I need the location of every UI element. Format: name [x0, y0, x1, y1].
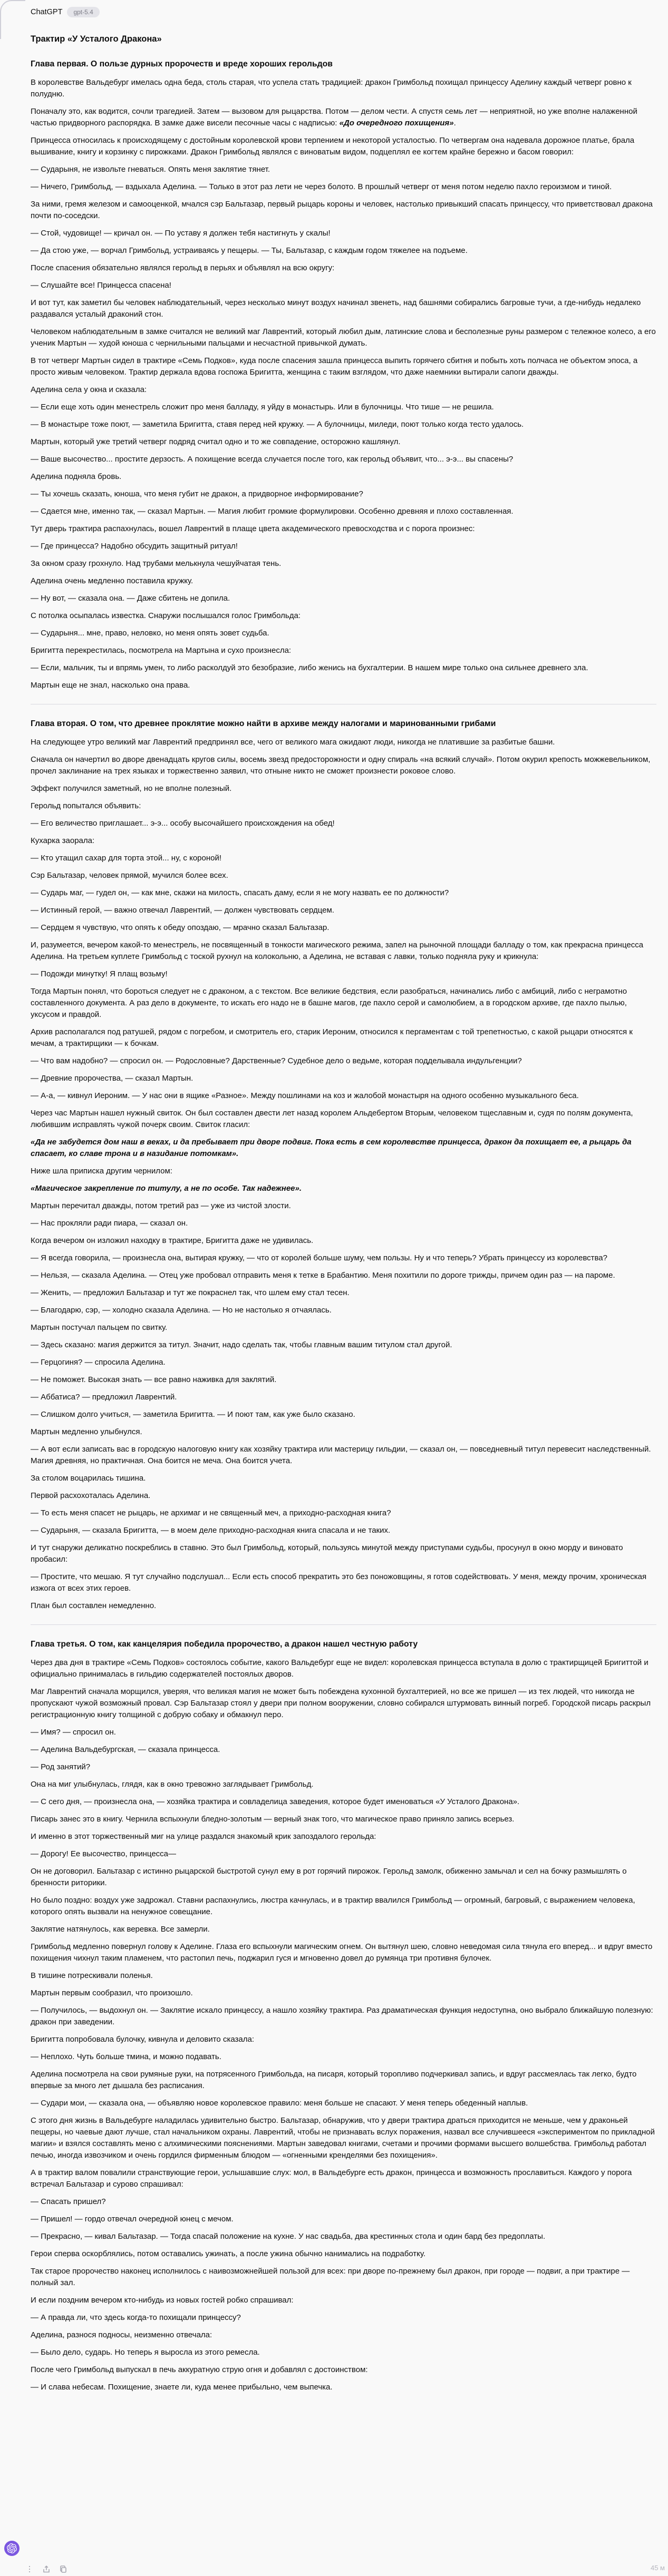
story-paragraph: — Нельзя, — сказала Аделина. — Отец уже пробовал отправить меня к тетке в Брабантию. Меня похитили по дороге трижды, причем один раз — на пароме.	[31, 1271, 615, 1280]
story-paragraph	[31, 106, 656, 129]
story-paragraph: Писарь занес это в книгу. Чернила вспыхнули бледно-золотым — верный знак того, что магическое право приняло запись всерьез.	[31, 1815, 515, 1824]
text-segment: .	[453, 119, 456, 128]
story-paragraph: Аделина посмотрела на свои румяные руки, на потрясенного Гримбольда, на писаря, который торопливо подчеркивал запись, и вдруг рассмеялась так легко, будто впервые за много лет дышала без расписания.	[31, 2070, 637, 2090]
story-paragraph: — А правда ли, что здесь когда-то похищали принцессу?	[31, 2313, 241, 2322]
story-paragraph: — Получилось, — выдохнул он. — Заклятие искало принцессу, а нашло хозяйку трактира. Раз драматическая функция недоступна, оно выбрало ближайшую полезную: дракон при заведении.	[31, 2006, 653, 2026]
story-paragraph: Сначала он начертил во дворе двенадцать кругов силы, восемь звезд предосторожности и одну спираль «на всякий случай». Потом окурил крепость можжевельником, прочел заклинание на трех языках и торжественно заявил, что отныне никто не сможет произнести роковое слово.	[31, 755, 651, 776]
story-paragraph: — Не поможет. Высокая знать — все равно наживка для заклятий.	[31, 1375, 277, 1384]
more-options-icon[interactable]	[25, 2565, 34, 2573]
message-actions	[25, 2565, 67, 2573]
story-paragraph: Мартын постучал пальцем по свитку.	[31, 1323, 168, 1332]
story-paragraph: В тишине потрескивали поленья.	[31, 1971, 153, 1980]
story-paragraph: Так старое пророчество наконец исполнилось с наивозможнейшей пользой для всех: при дворе по-прежнему был дракон, при городе — подвиг, а при трактире — полный зал.	[31, 2267, 630, 2287]
story-paragraph: — Ваше высочество... простите дерзость. А похищение всегда случается после того, как герольд объявит, что... э-э... вы спасены?	[31, 455, 514, 464]
story-paragraph: И тут снаружи деликатно поскреблись в ставню. Это был Гримбольд, который, пользуясь минутой между приступами судьбы, просунул в окно морду и виновато пробасил:	[31, 1543, 623, 1564]
model-badge[interactable]: gpt-5.4	[67, 7, 99, 17]
story-paragraph: Бригитта попробовала булочку, кивнула и деловито сказала:	[31, 2035, 254, 2044]
story-paragraph: Маг Лаврентий сначала морщился, уверяя, что великая магия не может быть побеждена кухонной бухгалтерией, но все же пришел — из тех людей, что никогда не пропускают чужой возможный провал. Сэр Бальтазар стоял у двери при полном вооружении, словно собирался штурмовать винный погреб. Городской писарь раскрыл регистрационную книгу толщиной с добрую собаку и обмакнул перо.	[31, 1687, 651, 1719]
story-paragraph: Первой расхохоталась Аделина.	[31, 1491, 151, 1500]
copy-icon[interactable]	[59, 2565, 67, 2573]
story-paragraph: План был составлен немедленно.	[31, 1601, 157, 1610]
story-paragraph: — Ничего, Гримбольд, — вздыхала Аделина. — Только в этот раз лети не через болото. В прошлый четверг от меня потом неделю пахло героизмом и тиной.	[31, 182, 612, 191]
story-paragraph: — Герцогиня? — спросила Аделина.	[31, 1358, 166, 1367]
story-paragraph: — Если еще хоть один менестрель сложит про меня балладу, я уйду в монастырь. Или в булочницы. Что тише — не решила.	[31, 403, 494, 412]
story-paragraph: — Сударыня, — сказала Бригитта, — в моем деле приходно-расходная книга спасала и не таких.	[31, 1526, 391, 1535]
story-paragraph: — Благодарю, сэр, — холодно сказала Аделина. — Но не настолько я отчаялась.	[31, 1306, 332, 1315]
chapter-heading: Глава вторая. О том, что древнее проклятие можно найти в архиве между налогами и маринованными грибами	[31, 719, 496, 728]
story-paragraph: — Аббатиса? — предложил Лаврентий.	[31, 1393, 177, 1402]
story-paragraph: — Женить, — предложил Бальтазар и тут же покраснел так, что шлем ему стал тесен.	[31, 1288, 350, 1297]
story-paragraph: В королевстве Вальдебург имелась одна беда, столь старая, что успела стать традицией: дракон Гримбольд похищал принцессу Аделину каждый четверг ровно к полудню.	[31, 78, 632, 99]
story-paragraph: — Сердцем я чувствую, что опять к обеду опоздаю, — мрачно сказал Бальтазар.	[31, 923, 330, 932]
story-paragraph: Кухарка заорала:	[31, 836, 95, 845]
story-paragraph: Архив располагался под ратушей, рядом с погребом, и смотритель его, старик Иероним, относился к пергаментам с той трепетностью, с какой рыцари относятся к мечам, а трактирщики — к бочкам.	[31, 1027, 633, 1048]
story-paragraph: — Ты хочешь сказать, юноша, что меня губит не дракон, а придворное информирование?	[31, 489, 363, 498]
assistant-name: ChatGPT	[31, 8, 63, 16]
story-paragraph: — А-а, — кивнул Иероним. — У нас они в ящике «Разное». Между пошлинами на коз и жалобой монастыря на одного особенно музыкального беса.	[31, 1091, 579, 1100]
story-paragraph: Мартын первым сообразил, что произошло.	[31, 1989, 193, 1997]
story-paragraph: — То есть меня спасет не рыцарь, не архимаг и не священный меч, а приходно-расходная книга?	[31, 1509, 391, 1517]
story-paragraph: Но было поздно: воздух уже задрожал. Ставни распахнулись, люстра качнулась, и в трактир ввалился Гримбольд — огромный, багровый, с выражением человека, которого опять вызвали на ненужное совещание.	[31, 1896, 635, 1916]
chatgpt-avatar	[4, 2541, 20, 2556]
story-paragraph: — Сдается мне, именно так, — сказал Мартын. — Магия любит громкие формулировки. Особенно древняя и плохо составленная.	[31, 507, 514, 516]
story-paragraph: — Его величество приглашает... э-э... особу высочайшего происхождения на обед!	[31, 819, 335, 828]
chapter-divider	[31, 1624, 656, 1625]
story-paragraph: С потолка осыпалась известка. Снаружи послышался голос Гримбольда:	[31, 611, 301, 620]
story-paragraph: Заклятие натянулось, как веревка. Все замерли.	[31, 1925, 210, 1934]
story-paragraph: Человеком наблюдательным в замке считался не великий маг Лаврентий, который любил дым, латинские слова и бесполезные руны размером с тележное колесо, а его ученик Мартын — худой юноша с чернильными пальцами и несчастной привычкой думать.	[31, 327, 656, 348]
story-paragraph: В тот четверг Мартын сидел в трактире «Семь Подков», куда после спасения зашла принцесса выпить горячего сбитня и побыть хоть полчаса не объектом эпоса, а просто живым человеком. Трактир держала вдова госпожа Бригитта, женщина с таким взглядом, что даже наемники вытирали сапоги дважды.	[31, 356, 638, 377]
story-paragraph: — А вот если записать вас в городскую налоговую книгу как хозяйку трактира или мастерицу гильдии, — сказал он, — повседневный титул перевесит наследственный. Магия древняя, но практичная. Она боится не меча. Она боится учета.	[31, 1445, 651, 1465]
story-paragraph: — Ну вот, — сказала она. — Даже сбитень не допила.	[31, 594, 230, 603]
story-paragraph: — Да стою уже, — ворчал Гримбольд, устраиваясь у пещеры. — Ты, Бальтазар, с каждым годом тяжелее на подъеме.	[31, 246, 468, 255]
story-paragraph: И, разумеется, вечером какой-то менестрель, не посвященный в тонкости магического режима, запел на рыночной площади балладу о том, как прекрасна принцесса Аделина. На третьем куплете Гримбольд с тоской рухнул на колокольню, а Аделина, не вставая с лавки, только подняла руку и крикнула:	[31, 941, 644, 961]
story-paragraph: — Было дело, сударь. Но теперь я выросла из этого ремесла.	[31, 2348, 260, 2357]
story-paragraph: И если поздним вечером кто-нибудь из новых гостей робко спрашивал:	[31, 2296, 294, 2305]
story-paragraph: Аделина подняла бровь.	[31, 472, 122, 481]
story-paragraph: «Магическое закрепление по титулу, а не по особе. Так надежнее».	[31, 1184, 302, 1193]
story-paragraph: Ниже шла приписка другим чернилом:	[31, 1167, 172, 1176]
story-paragraph: — Что вам надобно? — спросил он. — Родословные? Дарственные? Судебное дело о ведьме, которая подделывала индульгенции?	[31, 1056, 522, 1065]
inline-quote: «До очередного похищения»	[339, 119, 454, 128]
story-paragraph: Когда вечером он изложил находку в трактире, Бригитта даже не удивилась.	[31, 1236, 314, 1245]
story-paragraph: — Нас прокляли ради пиара, — сказал он.	[31, 1219, 188, 1228]
story-paragraph: — Древние пророчества, — сказал Мартын.	[31, 1074, 193, 1083]
story-paragraph: Бригитта перекрестилась, посмотрела на Мартына и сухо произнесла:	[31, 646, 292, 655]
story-paragraph: А в трактир валом повалили странствующие герои, услышавшие слух: мол, в Вальдебурге есть дракон, принцесса и возможность прославиться. Каждого у порога встречал Бальтазар и сурово спрашивал:	[31, 2168, 632, 2189]
story-paragraph: — Спасать пришел?	[31, 2197, 106, 2206]
story-paragraph: — Род занятий?	[31, 1762, 91, 1771]
chapter-heading: Глава третья. О том, как канцелярия победила пророчество, а дракон нашел честную работу	[31, 1640, 418, 1649]
story-paragraph: За столом воцарилась тишина.	[31, 1474, 146, 1483]
story-paragraph: — Кто утащил сахар для торта этой... ну, с короной!	[31, 854, 222, 863]
story-paragraph: — Аделина Вальдебургская, — сказала принцесса.	[31, 1745, 220, 1754]
story-paragraph: — Подожди минутку! Я плащ возьму!	[31, 969, 168, 978]
clipped-corner-text: 45 м	[650, 2564, 665, 2572]
text-segment: Поначалу это, как водится, сочли трагедией. Затем — вызовом для рыцарства. Потом — делом чести. А спустя семь лет — неприятной, но уже вполне налаженной частью придворного распорядка. В замке даже висели песочные часы с надписью:	[31, 107, 637, 128]
assistant-message	[31, 33, 656, 2393]
story-paragraph: Тут дверь трактира распахнулась, вошел Лаврентий в плаще цвета академического превосходства и с порога произнес:	[31, 524, 475, 533]
story-paragraph: — Здесь сказано: магия держится за титул. Значит, надо сделать так, чтобы главным вашим титулом стал другой.	[31, 1340, 452, 1349]
story-paragraph: Мартын медленно улыбнулся.	[31, 1427, 142, 1436]
story-paragraph: Она на миг улыбнулась, глядя, как в окно тревожно заглядывает Гримбольд.	[31, 1780, 314, 1789]
share-icon[interactable]	[42, 2565, 51, 2573]
story-paragraph: — Пришел! — гордо отвечал очередной юнец с мечом.	[31, 2215, 234, 2224]
story-paragraph: Через два дня в трактире «Семь Подков» состоялось событие, какого Вальдебург еще не видел: королевская принцесса вступала в долю с трактирщицей Бригиттой и официально принималась в гильдию содержателей постоялых дворов.	[31, 1658, 648, 1679]
story-paragraph: — Где принцесса? Надобно обсудить защитный ритуал!	[31, 542, 238, 551]
story-paragraph: Принцесса относилась к происходящему с достойным королевской крови терпением и некоторой усталостью. По четвергам она надевала дорожное платье, брала вышивание, книгу и корзинку с пирожками. Дракон Гримбольд являлся с виноватым видом, подцеплял ее когтем крайне бережно и басом говорил:	[31, 136, 635, 156]
story-paragraph: — Слушайте все! Принцесса спасена!	[31, 281, 171, 290]
chapter-heading: Глава первая. О пользе дурных пророчеств и вреде хороших герольдов	[31, 60, 333, 68]
story-paragraph: И именно в этот торжественный миг на улице раздался знакомый крик запоздалого герольда:	[31, 1832, 376, 1841]
story-paragraph: И вот тут, как заметил бы человек наблюдательный, через несколько минут воздух начинал звенеть, над башнями собирались багровые тучи, а где-нибудь недалеко раздавался усталый драконий стон.	[31, 298, 641, 319]
story-paragraph: За ними, гремя железом и самооценкой, мчался сэр Бальтазар, первый рыцарь короны и человек, настолько привыкший спасать принцессу, что приветствовал дракона почти по-соседски.	[31, 200, 653, 220]
story-paragraph: — Имя? — спросил он.	[31, 1728, 116, 1737]
story-paragraph: Мартын еще не знал, насколько она права.	[31, 681, 190, 690]
story-title: Трактир «У Усталого Дракона»	[31, 34, 162, 44]
story-paragraph: Герои сперва оскорблялись, потом оставались ужинать, а после ужина обычно нанимались на подработку.	[31, 2249, 426, 2258]
message-header	[0, 0, 668, 17]
story-paragraph: После чего Гримбольд выпускал в печь аккуратную струю огня и добавлял с достоинством:	[31, 2365, 368, 2374]
story-paragraph: — Я всегда говорила, — произнесла она, вытирая кружку, — что от королей больше шуму, чем пользы. Ну и что теперь? Убрать принцессу из королевства?	[31, 1253, 607, 1262]
story-paragraph: Эффект получился заметный, но не вполне полезный.	[31, 784, 232, 793]
story-paragraph: Аделина, разнося подносы, неизменно отвечала:	[31, 2330, 212, 2339]
story-paragraph: — В монастыре тоже поют, — заметила Бригитта, ставя перед ней кружку. — А булочницы, миледи, поют только когда тесто удалось.	[31, 420, 524, 429]
story-paragraph: На следующее утро великий маг Лаврентий предпринял все, чего от великого мага ожидают люди, никогда не платившие за разбитые башни.	[31, 738, 555, 747]
story-paragraph: За окном сразу грохнуло. Над трубами мелькнула чешуйчатая тень.	[31, 559, 282, 568]
story-paragraph: Аделина очень медленно поставила кружку.	[31, 576, 193, 585]
story-paragraph: — Сударь маг, — гудел он, — как мне, скажи на милость, спасать даму, если я не могу назвать ее по должности?	[31, 888, 449, 897]
story-paragraph: Через час Мартын нашел нужный свиток. Он был составлен двести лет назад королем Альдебертом Вторым, человеком тщеславным и, судя по полям документа, любившим исправлять чужой почерк своим. Свиток гласил:	[31, 1109, 633, 1129]
story-paragraph: — Судари мои, — сказала она, — объявляю новое королевское правило: меня больше не спасают. У меня теперь обеденный наплыв.	[31, 2099, 528, 2108]
story-paragraph: — Если, мальчик, ты и впрямь умен, то либо расколдуй это безобразие, либо женись на бухгалтерии. В нашем мире только она сильнее древнего зла.	[31, 663, 588, 672]
story-paragraph: «Да не забудется дом наш в веках, и да пребывает при дворе подвиг. Пока есть в сем королевстве принцесса, дракон да похищает ее, а рыцарь да спасает, ко славе трона и в назидание потомкам».	[31, 1138, 632, 1158]
story-paragraph: Аделина села у окна и сказала:	[31, 385, 147, 394]
story-paragraph: Герольд попытался объявить:	[31, 801, 141, 810]
story-paragraph: — Дорогу! Ее высочество, принцесса—	[31, 1849, 177, 1858]
story-paragraph: — Простите, что мешаю. Я тут случайно подслушал... Если есть способ прекратить это без поножовщины, я готов содействовать. У меня, между прочим, хроническая изжога от всех этих героев.	[31, 1572, 647, 1593]
message-body	[31, 58, 656, 2393]
story-paragraph: После спасения обязательно являлся герольд в перьях и объявлял на всю округу:	[31, 263, 335, 272]
story-paragraph: Сэр Бальтазар, человек прямой, мучился более всех.	[31, 871, 228, 880]
story-paragraph: — Сударыня... мне, право, неловко, но меня опять зовет судьба.	[31, 629, 269, 638]
story-paragraph: Он не договорил. Бальтазар с истинно рыцарской быстротой сунул ему в рот горячий пирожок. Герольд замолк, обиженно замычал и сел на бочку размышлять о бренности риторики.	[31, 1867, 627, 1887]
story-paragraph: — И слава небесам. Похищение, знаете ли, куда менее прибыльно, чем выпечка.	[31, 2383, 333, 2392]
story-paragraph: С этого дня жизнь в Вальдебурге наладилась удивительно быстро. Бальтазар, обнаружив, что у двери трактира драться приходится не меньше, чем у драконьей пещеры, но чаевые дают лучше, стал начальником охраны. Лаврентий, чтобы не признавать вслух поражения, назвал все случившееся «экспериментом по прикладной магии» и взялся составлять меню с алхимическими пояснениями. Мартын заведовал книгами, счетами и прочими формами высшего волшебства. Гримбольд работал печью, иногда извозчиком и очень гордился фирменным блюдом — «огненными кренделями без похищения».	[31, 2116, 655, 2160]
story-paragraph: — С сего дня, — произнесла она, — хозяйка трактира и совладелица заведения, которое будет именоваться «У Усталого Дракона».	[31, 1797, 520, 1806]
story-paragraph: — Слишком долго учиться, — заметила Бригитта. — И поют там, как уже было сказано.	[31, 1410, 355, 1419]
story-paragraph: — Прекрасно, — кивал Бальтазар. — Тогда спасай положение на кухне. У нас свадьба, два крестинных стола и один бард без предоплаты.	[31, 2232, 546, 2241]
story-paragraph: — Неплохо. Чуть больше тмина, и можно подавать.	[31, 2052, 221, 2061]
story-paragraph: Гримбольд медленно повернул голову к Аделине. Глаза его вспыхнули магическим огнем. Он вытянул шею, словно неведомая сила тянула его вперед... и вдруг вместо похищения чихнул таким пламенем, что растопил печь, поджарил гуся и мгновенно довел до румянца три противня булочек.	[31, 1942, 653, 1963]
story-paragraph: Мартын, который уже третий четверг подряд считал одно и то же совпадение, осторожно кашлянул.	[31, 437, 401, 446]
story-paragraph: — Стой, чудовище! — кричал он. — По уставу я должен тебя настигнуть у скалы!	[31, 229, 331, 238]
story-paragraph: — Сударыня, не извольте гневаться. Опять меня заклятие тянет.	[31, 165, 270, 174]
openai-logo-icon	[7, 2543, 17, 2553]
story-paragraph: — Истинный герой, — важно отвечал Лаврентий, — должен чувствовать сердцем.	[31, 906, 334, 915]
story-paragraph: Тогда Мартын понял, что бороться следует не с драконом, а с текстом. Все великие бедствия, если разобраться, начинались либо с амбиций, либо с неграмотно составленного документа. А раз дело в документе, то искать его надо не в башне магов, где пахло серой и самолюбием, а в городском архиве, где пахло пылью, уксусом и правдой.	[31, 987, 627, 1019]
story-paragraph: Мартын перечитал дважды, потом третий раз — уже из чистой злости.	[31, 1201, 291, 1210]
